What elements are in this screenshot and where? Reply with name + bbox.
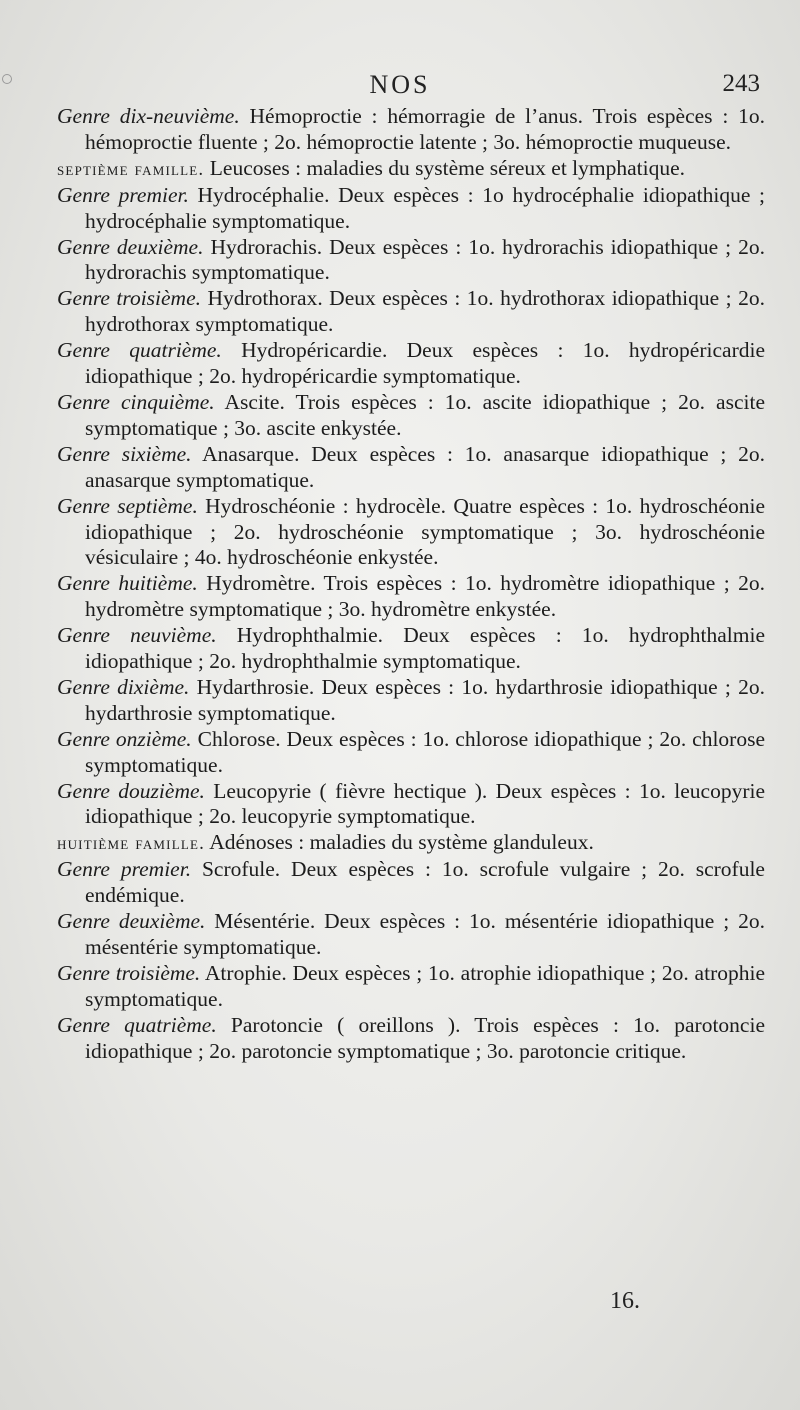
paragraph-text: Adénoses : maladies du système glanduleux. xyxy=(205,830,594,855)
paragraph-text: Hydarthrosie. Deux espèces : 1o. hydarthrosie idiopathique ; 2o. hydarthrosie symptomatique. xyxy=(85,674,765,725)
paragraph-text: Leucopyrie ( fièvre hectique ). Deux espèces : 1o. leucopyrie idiopathique ; 2o. leucopyrie symptomatique. xyxy=(85,778,765,829)
genre-paragraph xyxy=(57,909,765,961)
paragraph-text: Hydropéricardie. Deux espèces : 1o. hydropéricardie idiopathique ; 2o. hydropéricardie symptomatique. xyxy=(85,338,765,389)
page-number: 243 xyxy=(722,70,760,97)
genre-label: Genre septième. xyxy=(57,493,198,518)
genre-label: Genre neuvième. xyxy=(57,623,217,648)
genre-label: Genre quatrième. xyxy=(57,1012,217,1037)
genre-paragraph xyxy=(57,104,765,156)
paragraph-text: Ascite. Trois espèces : 1o. ascite idiopathique ; 2o. ascite symptomatique ; 3o. ascite enkystée. xyxy=(85,389,765,440)
paragraph-text: Hydrophthalmie. Deux espèces : 1o. hydrophthalmie idiopathique ; 2o. hydrophthalmie symptomatique. xyxy=(85,623,765,674)
family-heading-paragraph xyxy=(57,156,765,183)
genre-label: Genre premier. xyxy=(57,857,192,882)
genre-paragraph xyxy=(57,286,765,338)
genre-label: Genre sixième. xyxy=(57,441,192,466)
paragraph-text: Hydrorachis. Deux espèces : 1o. hydrorachis idiopathique ; 2o. hydrorachis symptomatique. xyxy=(85,234,765,285)
genre-paragraph xyxy=(57,235,765,287)
paragraph-text: Hydroschéonie : hydrocèle. Quatre espèces : 1o. hydroschéonie idiopathique ; 2o. hydroschéonie symptomatique ; 3o. hydroschéonie vésiculaire ; 4o. hydroschéonie enkystée. xyxy=(85,493,765,570)
family-heading-paragraph xyxy=(57,830,765,857)
paragraph-text: Hémoproctie : hémorragie de l’anus. Trois espèces : 1o. hémoproctie fluente ; 2o. hémoproctie latente ; 3o. hémoproctie muqueuse. xyxy=(85,104,766,154)
family-label: septième famille. xyxy=(57,158,205,180)
genre-label: Genre troisième. xyxy=(57,286,201,311)
genre-label: Genre huitième. xyxy=(57,571,198,596)
paragraph-text: Hydrocéphalie. Deux espèces : 1o hydrocéphalie idiopathique ; hydrocéphalie symptomatique. xyxy=(85,182,765,233)
family-label: huitième famille. xyxy=(57,833,206,855)
paragraph-text: Parotoncie ( oreillons ). Trois espèces : 1o. parotoncie idiopathique ; 2o. parotoncie symptomatique ; 3o. parotoncie critique. xyxy=(85,1012,765,1063)
genre-paragraph xyxy=(57,779,765,831)
paragraph-text: Atrophie. Deux espèces ; 1o. atrophie idiopathique ; 2o. atrophie symptomatique. xyxy=(85,960,765,1011)
paragraph-text: Hydromètre. Trois espèces : 1o. hydromètre idiopathique ; 2o. hydromètre symptomatique ; 3o. hydromètre enkystée. xyxy=(85,571,765,622)
genre-label: Genre premier. xyxy=(57,182,189,207)
genre-paragraph xyxy=(57,494,765,572)
signature-mark: 16. xyxy=(610,1288,640,1314)
paragraph-text: Anasarque. Deux espèces : 1o. anasarque idiopathique ; 2o. anasarque symptomatique. xyxy=(85,441,766,492)
genre-paragraph xyxy=(57,675,765,727)
genre-label: Genre troisième. xyxy=(57,960,201,985)
genre-label: Genre quatrième. xyxy=(57,338,222,363)
genre-paragraph xyxy=(57,857,765,909)
genre-label: Genre dixième. xyxy=(57,674,190,699)
body-text xyxy=(57,104,765,1065)
paragraph-text: Mésentérie. Deux espèces : 1o. mésentérie idiopathique ; 2o. mésentérie symptomatique. xyxy=(85,909,765,959)
genre-label: Genre dix-neuvième. xyxy=(57,104,240,128)
paragraph-text: Chlorose. Deux espèces : 1o. chlorose idiopathique ; 2o. chlorose symptomatique. xyxy=(85,726,765,777)
genre-label: Genre onzième. xyxy=(57,726,192,751)
genre-paragraph xyxy=(57,183,765,235)
genre-paragraph xyxy=(57,961,765,1013)
genre-paragraph xyxy=(57,571,765,623)
genre-paragraph xyxy=(57,1013,765,1065)
genre-label: Genre douzième. xyxy=(57,778,205,803)
paragraph-text: Hydrothorax. Deux espèces : 1o. hydrothorax idiopathique ; 2o. hydrothorax symptomatique. xyxy=(85,286,765,337)
genre-label: Genre deuxième. xyxy=(57,234,204,259)
running-title: NOS xyxy=(369,70,431,99)
running-head xyxy=(0,70,800,106)
paragraph-text: Scrofule. Deux espèces : 1o. scrofule vulgaire ; 2o. scrofule endémique. xyxy=(85,857,765,908)
genre-paragraph xyxy=(57,390,765,442)
genre-paragraph xyxy=(57,727,765,779)
genre-paragraph xyxy=(57,442,765,494)
genre-paragraph xyxy=(57,338,765,390)
genre-paragraph xyxy=(57,623,765,675)
genre-label: Genre deuxième. xyxy=(57,909,206,934)
paragraph-text: Leucoses : maladies du système séreux et lymphatique. xyxy=(204,155,686,180)
genre-label: Genre cinquième. xyxy=(57,389,215,414)
